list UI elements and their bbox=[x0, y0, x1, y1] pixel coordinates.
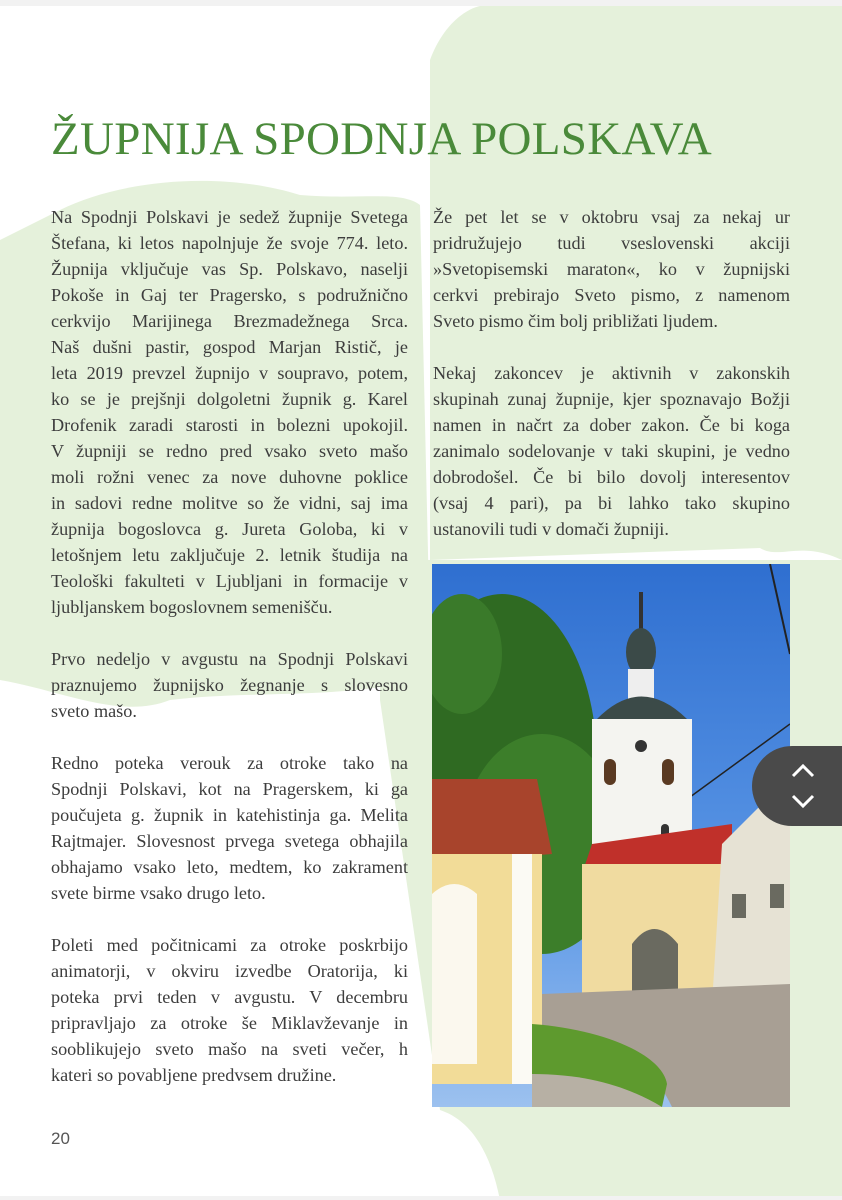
text-line: Nekaj zakoncev je aktivnih v zakonskih bbox=[433, 363, 790, 383]
text-line: Prvo nedeljo v avgustu na Spodnji Polskavi bbox=[51, 649, 408, 669]
text-line: Rajtmajer. Slovesnost prvega svetega obhajila bbox=[51, 831, 408, 851]
text-line: kateri so povabljene predvsem družine. bbox=[51, 1065, 337, 1085]
text-line: pridružujejo tudi vseslovenski akciji bbox=[433, 233, 790, 253]
text-line: svete birme vsako drugo leto. bbox=[51, 883, 266, 903]
page-number: 20 bbox=[51, 1129, 70, 1148]
text-line: skupinah zunaj župnije, kjer spoznavajo Božji bbox=[433, 389, 790, 409]
text-line: dobrodošel. Če bi bilo dovolj interesentov bbox=[433, 467, 790, 487]
text-line: Na Spodnji Polskavi je sedež župnije Svetega bbox=[51, 207, 408, 227]
text-line: zanimalo sodelovanje v taki skupini, je vedno bbox=[433, 441, 790, 461]
text-line: namen in načrt za dober zakon. Če bi koga bbox=[433, 415, 790, 435]
text-line: »Svetopisemski maraton«, ko v župnijski bbox=[433, 259, 790, 279]
paragraph bbox=[433, 204, 790, 334]
text-line: poteka prvi teden v avgustu. V decembru bbox=[51, 987, 408, 1007]
left-text-column bbox=[51, 204, 408, 1114]
chevron-up-icon[interactable] bbox=[788, 756, 818, 786]
church-photo bbox=[432, 564, 790, 1107]
text-line: župnija bogoslovca g. Jureta Goloba, ki v bbox=[51, 519, 408, 539]
text-line: (vsaj 4 pari), pa bi lahko tako skupino bbox=[433, 493, 790, 513]
text-line: Poleti med počitnicami za otroke poskrbijo bbox=[51, 935, 408, 955]
text-line: Pokoše in Gaj ter Pragersko, s podružnično bbox=[51, 285, 408, 305]
text-line: Sveto pismo čim bolj približati ljudem. bbox=[433, 311, 718, 331]
text-line: animatorji, v okviru izvedbe Oratorija, ki bbox=[51, 961, 408, 981]
paragraph bbox=[51, 750, 408, 906]
text-line: obhajamo vsako leto, medtem, ko zakrament bbox=[51, 857, 408, 877]
text-line: Naš dušni pastir, gospod Marjan Ristič, je bbox=[51, 337, 408, 357]
paragraph bbox=[51, 204, 408, 620]
text-line: cerkvijo Marijinega Brezmadežnega Srca. bbox=[51, 311, 408, 331]
text-line: pripravljajo za otroke še Miklavževanje in bbox=[51, 1013, 408, 1033]
text-line: sveto mašo. bbox=[51, 701, 137, 721]
text-line: Redno poteka verouk za otroke tako na bbox=[51, 753, 408, 773]
paragraph bbox=[51, 932, 408, 1088]
paragraph bbox=[433, 360, 790, 542]
text-line: ljubljanskem bogoslovnem semenišču. bbox=[51, 597, 333, 617]
text-line: Že pet let se v oktobru vsaj za nekaj ur bbox=[433, 207, 790, 227]
text-line: ustanovili tudi v domači župniji. bbox=[433, 519, 669, 539]
text-line: Drofenik zaradi starosti in bolezni upokojil. bbox=[51, 415, 408, 435]
right-text-column bbox=[433, 204, 790, 568]
paragraph bbox=[51, 646, 408, 724]
text-line: Spodnji Polskavi, kot na Pragerskem, ki ga bbox=[51, 779, 408, 799]
text-line: V župniji se redno pred vsako sveto mašo bbox=[51, 441, 408, 461]
text-line: Teološki fakulteti v Ljubljani in formacije v bbox=[51, 571, 408, 591]
chevron-down-icon[interactable] bbox=[788, 786, 818, 816]
text-line: praznujemo župnijsko žegnanje s slovesno bbox=[51, 675, 408, 695]
page-navigation-widget bbox=[752, 746, 842, 826]
page-title: ŽUPNIJA SPODNJA POLSKAVA bbox=[51, 113, 713, 165]
text-line: in sadovi redne molitve so že vidni, saj ima bbox=[51, 493, 408, 513]
text-line: poučujeta g. župnik in katehistinja ga. Melita bbox=[51, 805, 408, 825]
text-line: letošnjem letu zaključuje 2. letnik študija na bbox=[51, 545, 408, 565]
text-line: Štefana, ki letos napolnjuje že svoje 774. leto. bbox=[51, 233, 408, 253]
text-line: leta 2019 prevzel župnijo v soupravo, potem, bbox=[51, 363, 408, 383]
text-line: Župnija vključuje vas Sp. Polskavo, naselji bbox=[51, 259, 408, 279]
text-line: ko se je prejšnji dolgoletni župnik g. Karel bbox=[51, 389, 408, 409]
text-line: cerkvi prebirajo Sveto pismo, z namenom bbox=[433, 285, 790, 305]
text-line: moli rožni venec za nove duhovne poklice bbox=[51, 467, 408, 487]
text-line: sooblikujejo sveto mašo na sveti večer, h bbox=[51, 1039, 408, 1059]
